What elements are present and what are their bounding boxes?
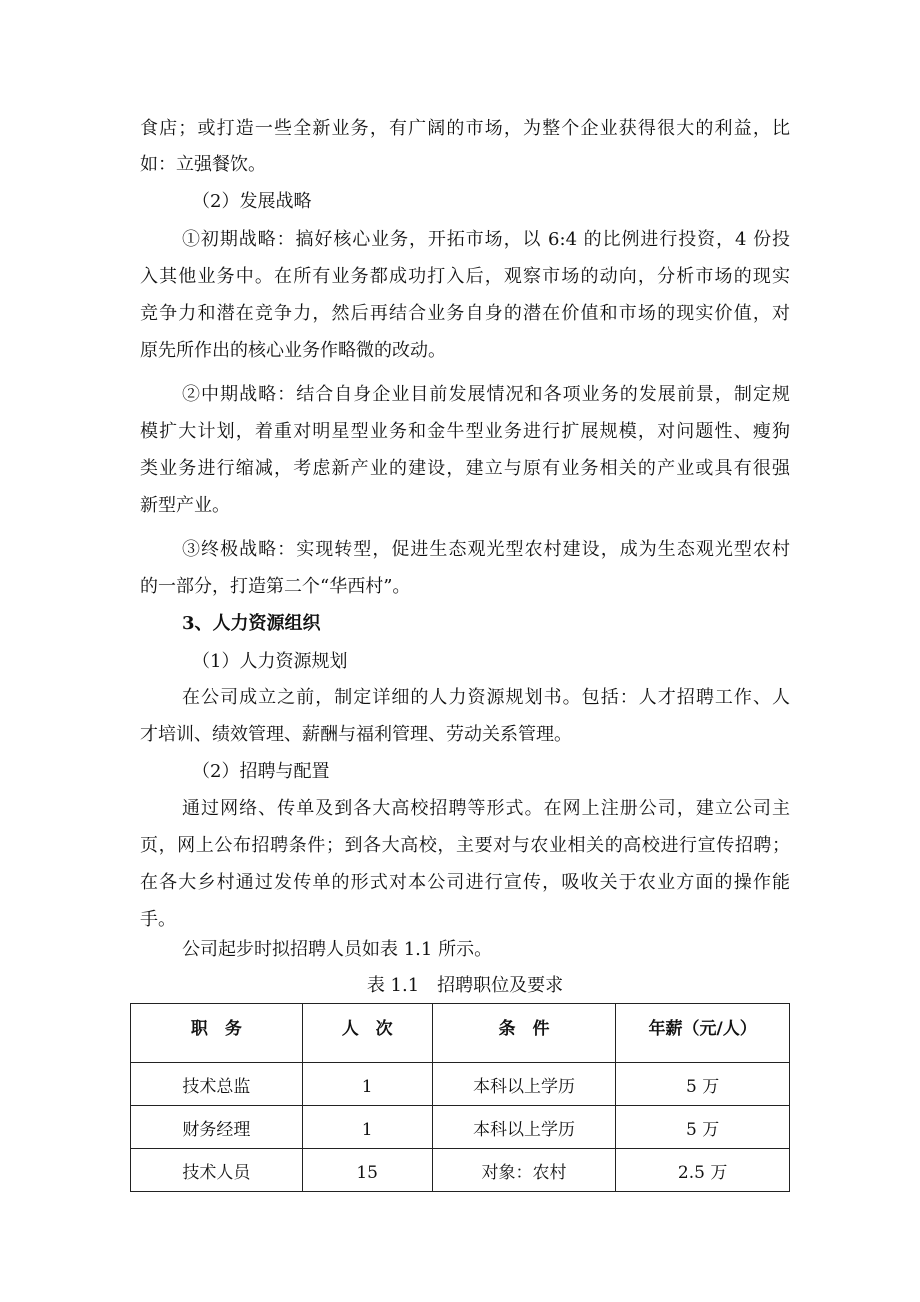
paragraph-line: 通过网络、传单及到各大高校招聘等形式。在网上注册公司，建立公司主 (182, 798, 790, 819)
paragraph-line: 新型产业。 (140, 495, 230, 516)
table-cell: 2.5 万 (616, 1149, 790, 1192)
section-heading: （1）人力资源规划 (192, 651, 348, 672)
table-cell: 5 万 (616, 1063, 790, 1106)
paragraph-line: 竞争力和潜在竞争力，然后再结合业务自身的潜在价值和市场的现实价值，对 (140, 303, 790, 324)
recruitment-table (130, 1003, 790, 1192)
table-cell: 本科以上学历 (432, 1106, 616, 1149)
paragraph-line: ②中期战略：结合自身企业目前发展情况和各项业务的发展前景，制定规 (182, 384, 790, 405)
paragraph-line: 在各大乡村通过发传单的形式对本公司进行宣传，吸收关于农业方面的操作能 (140, 872, 790, 893)
paragraph-line: 手。 (140, 909, 176, 930)
table-caption: 表 1.1 招聘职位及要求 (366, 975, 564, 996)
paragraph-line: 才培训、绩效管理、薪酬与福利管理、劳动关系管理。 (140, 724, 572, 745)
paragraph-line: 页，网上公布招聘条件；到各大高校，主要对与农业相关的高校进行宣传招聘； (140, 835, 790, 856)
column-header: 人 次 (302, 1004, 432, 1063)
paragraph-line: 原先所作出的核心业务作略微的改动。 (140, 340, 446, 361)
table-cell: 技术人员 (131, 1149, 303, 1192)
paragraph-line: 类业务进行缩减，考虑新产业的建设，建立与原有业务相关的产业或具有很强 (140, 458, 790, 479)
section-heading: （2）发展战略 (192, 191, 312, 212)
paragraph-line: 公司起步时拟招聘人员如表 1.1 所示。 (182, 939, 493, 960)
paragraph-line: 的一部分，打造第二个“华西村”。 (140, 576, 411, 597)
paragraph-line: 如：立强餐饮。 (140, 154, 266, 175)
table-row (131, 1149, 790, 1192)
paragraph-line: ③终极战略：实现转型，促进生态观光型农村建设，成为生态观光型农村 (182, 539, 790, 560)
table-cell: 1 (302, 1106, 432, 1149)
paragraph-line: 食店；或打造一些全新业务，有广阔的市场，为整个企业获得很大的利益，比 (140, 118, 790, 139)
table-cell: 本科以上学历 (432, 1063, 616, 1106)
column-header: 职 务 (131, 1004, 303, 1063)
paragraph-line: 模扩大计划，着重对明星型业务和金牛型业务进行扩展规模，对问题性、瘦狗 (140, 421, 790, 442)
section-heading: （2）招聘与配置 (192, 761, 330, 782)
paragraph-line: 在公司成立之前，制定详细的人力资源规划书。包括：人才招聘工作、人 (182, 687, 790, 708)
column-header: 年薪（元/人） (616, 1004, 790, 1063)
table-row (131, 1063, 790, 1106)
table-cell: 5 万 (616, 1106, 790, 1149)
table-header-row (131, 1004, 790, 1063)
table-cell: 对象：农村 (432, 1149, 616, 1192)
table-cell: 15 (302, 1149, 432, 1192)
column-header: 条 件 (432, 1004, 616, 1063)
section-heading: 3、人力资源组织 (182, 613, 321, 634)
table-cell: 技术总监 (131, 1063, 303, 1106)
paragraph-line: ①初期战略：搞好核心业务，开拓市场，以 6:4 的比例进行投资，4 份投 (182, 229, 790, 250)
table-cell: 1 (302, 1063, 432, 1106)
paragraph-line: 入其他业务中。在所有业务都成功打入后，观察市场的动向，分析市场的现实 (140, 266, 790, 287)
table-cell: 财务经理 (131, 1106, 303, 1149)
table-row (131, 1106, 790, 1149)
